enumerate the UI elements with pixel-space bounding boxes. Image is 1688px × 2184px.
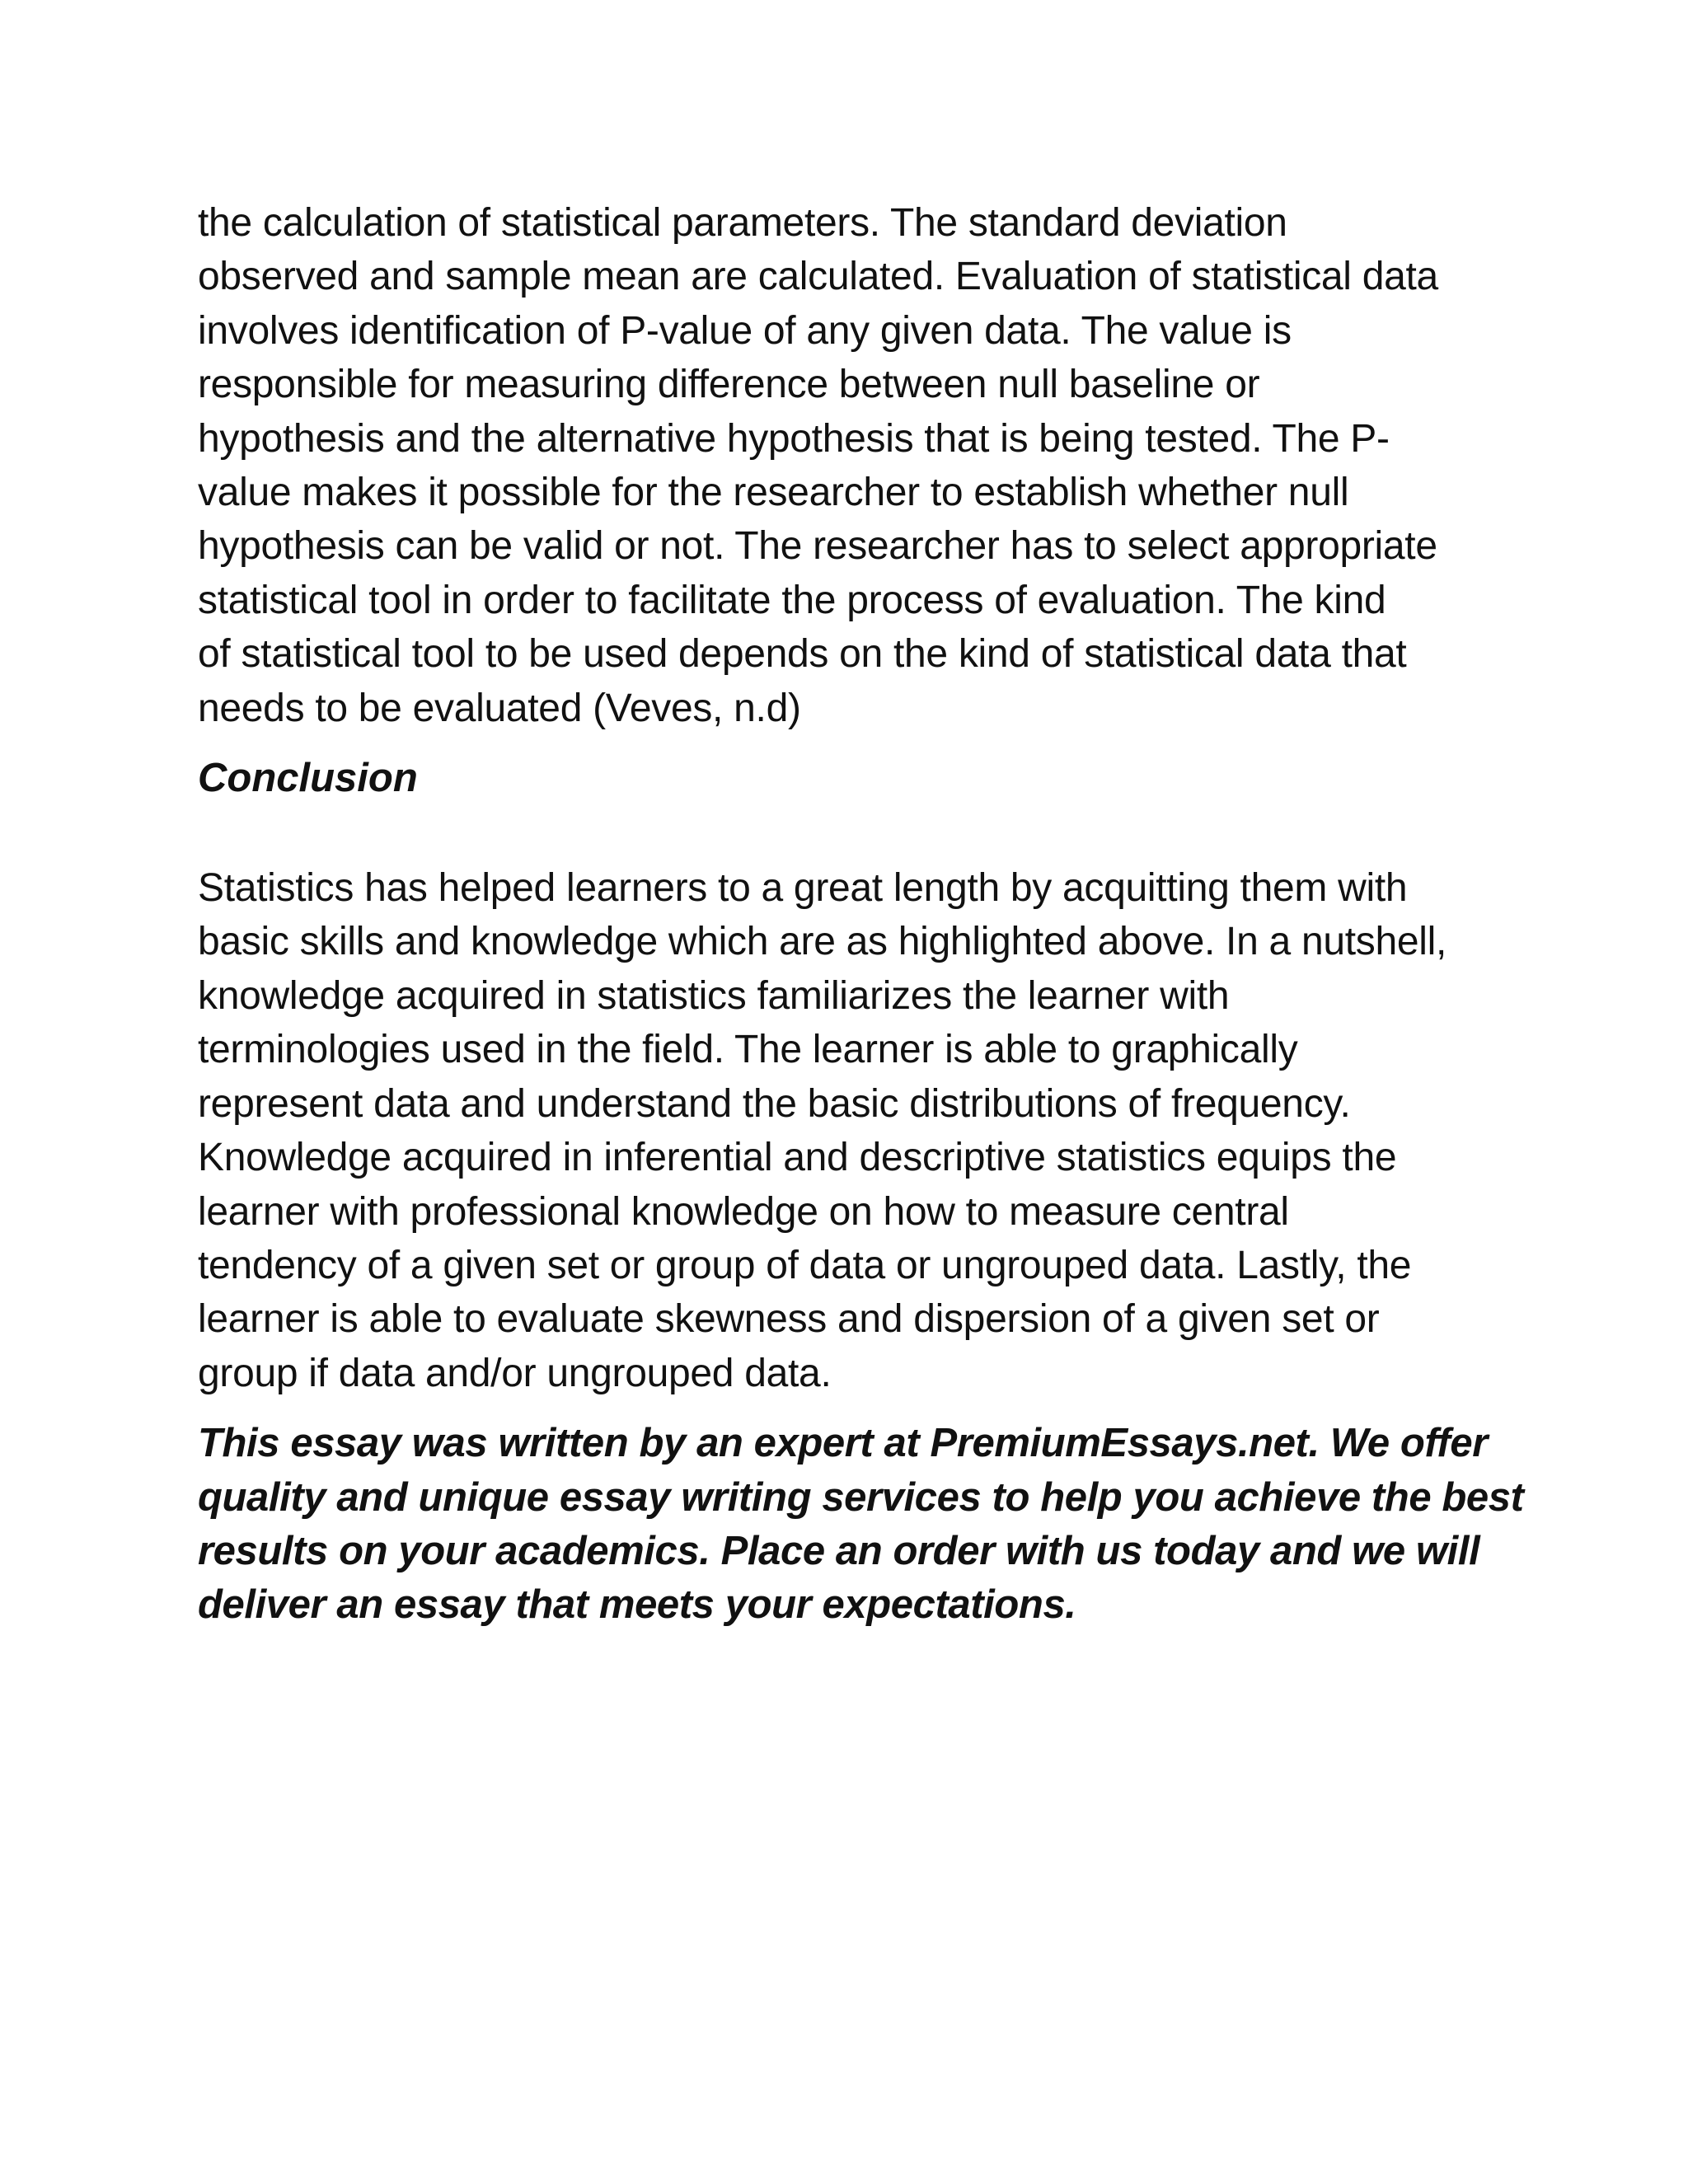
body-paragraph-2: [198, 861, 1508, 1400]
paragraph-line: represent data and understand the basic distributions of frequency.: [198, 1081, 1351, 1126]
paragraph-line: of statistical tool to be used depends on the kind of statistical data that: [198, 632, 1407, 677]
closing-note-line: quality and unique essay writing services to help you achieve the best: [198, 1474, 1524, 1520]
paragraph-line: learner is able to evaluate skewness and dispersion of a given set or: [198, 1297, 1380, 1342]
paragraph-line: Knowledge acquired in inferential and descriptive statistics equips the: [198, 1136, 1397, 1180]
paragraph-line: statistical tool in order to facilitate the process of evaluation. The kind: [198, 578, 1386, 622]
paragraph-line: the calculation of statistical parameters. The standard deviation: [198, 201, 1287, 245]
closing-note-line: This essay was written by an expert at PremiumEssays.net. We offer: [198, 1421, 1488, 1466]
paragraph-line: group if data and/or ungrouped data.: [198, 1351, 832, 1395]
closing-note-line: deliver an essay that meets your expectations.: [198, 1582, 1076, 1628]
body-paragraph-1: [198, 196, 1508, 735]
paragraph-line: hypothesis and the alternative hypothesis that is being tested. The P-: [198, 416, 1390, 461]
document-body: [198, 196, 1524, 1633]
paragraph-line: basic skills and knowledge which are as highlighted above. In a nutshell,: [198, 920, 1447, 964]
paragraph-line: learner with professional knowledge on how to measure central: [198, 1189, 1289, 1234]
paragraph-line: terminologies used in the field. The learner is able to graphically: [198, 1028, 1298, 1072]
section-heading-conclusion: Conclusion: [198, 756, 418, 801]
closing-note: [198, 1417, 1524, 1633]
paragraph-line: needs to be evaluated (Veves, n.d): [198, 686, 801, 730]
paragraph-line: hypothesis can be valid or not. The researcher has to select appropriate: [198, 524, 1437, 569]
paragraph-line: Statistics has helped learners to a great length by acquitting them with: [198, 866, 1408, 911]
paragraph-line: value makes it possible for the researcher to establish whether null: [198, 471, 1349, 515]
paragraph-line: involves identification of P-value of any given data. The value is: [198, 308, 1292, 353]
paragraph-line: knowledge acquired in statistics familiarizes the learner with: [198, 973, 1230, 1018]
paragraph-line: tendency of a given set or group of data or ungrouped data. Lastly, the: [198, 1243, 1412, 1287]
paragraph-line: responsible for measuring difference between null baseline or: [198, 363, 1260, 407]
closing-note-line: results on your academics. Place an order with us today and we will: [198, 1528, 1480, 1573]
paragraph-line: observed and sample mean are calculated. Evaluation of statistical data: [198, 255, 1438, 299]
